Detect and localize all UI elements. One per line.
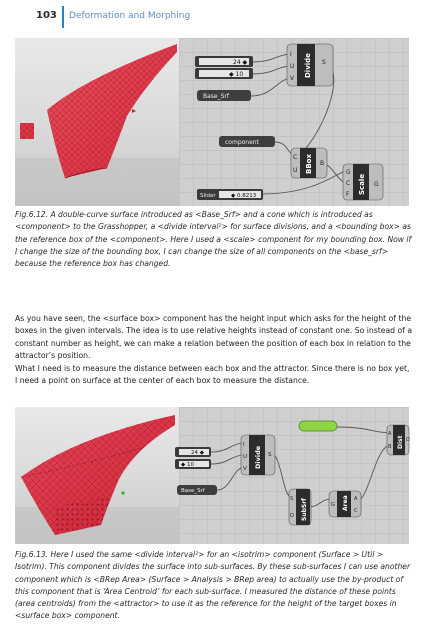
figure-6-12-caption: Fig.6.12. A double-curve surface introduced as <Base_Srf> and a cone which is introduced as <component> to the Grasshopper, a <divide interval²> for surface divisions, and a <bounding box> as the reference box of the <component>. Here I used a <scale> component for my bounding box. Now if I change the size of the bounding box, I can change the size of all components on the <base_srf> because the reference box has changed.: [15, 210, 412, 269]
grasshopper-canvas: [179, 407, 409, 544]
base-srf-param[interactable]: [197, 90, 251, 101]
svg-text:C: C: [293, 154, 298, 161]
slider-v-value: ◆ 10: [181, 462, 194, 468]
page-number: 103: [36, 10, 57, 21]
svg-text:G: G: [374, 181, 379, 188]
attractor-param[interactable]: [299, 421, 337, 431]
svg-text:G: G: [331, 502, 335, 508]
subsrf-component[interactable]: [289, 489, 311, 525]
svg-text:U: U: [290, 63, 295, 70]
slider-u[interactable]: [175, 447, 211, 457]
subsrf-label: SubSrf: [301, 498, 308, 521]
svg-text:B: B: [388, 444, 392, 450]
header-divider: [62, 6, 64, 28]
surface-render: [15, 407, 179, 544]
area-label: Area: [342, 495, 349, 511]
grasshopper-canvas: [179, 38, 409, 206]
svg-text:V: V: [290, 75, 295, 82]
svg-text:S: S: [290, 496, 294, 502]
svg-text:C: C: [354, 508, 358, 514]
svg-text:C: C: [346, 180, 351, 187]
svg-text:I: I: [290, 51, 292, 58]
surface-render: [15, 38, 179, 206]
scale-component[interactable]: [343, 164, 383, 200]
slider-u-value: 24 ◆: [233, 59, 248, 66]
paragraph-2: What I need is to measure the distance between each box and the attractor. Since there is no box yet, I need a point on surface at the center of each box to measure the distance.: [15, 364, 410, 386]
paragraph-1: As you have seen, the <surface box> component has the height input which asks for the height of the boxes in the given intervals. The idea is to use relative heights instead of constant one. So instead of a constant number as height, we can make a relation between the position of each box in relation to the attractor’s position.: [15, 314, 413, 361]
svg-text:S: S: [268, 452, 272, 458]
svg-text:I: I: [243, 442, 245, 448]
base-srf-label: Base_Srf: [203, 93, 229, 100]
rhino-viewport: [15, 407, 179, 544]
factor-slider-value: ◆ 0.8213: [231, 193, 257, 199]
figure-6-13: [15, 407, 409, 544]
component-graph: [179, 407, 409, 544]
svg-text:D: D: [290, 513, 294, 519]
base-srf-label: Base_Srf: [181, 488, 205, 494]
divide-label: Divide: [254, 445, 262, 469]
svg-text:B: B: [320, 160, 325, 167]
slider-v[interactable]: [195, 68, 253, 79]
svg-text:D: D: [406, 437, 410, 443]
svg-text:U: U: [243, 454, 248, 460]
base-srf-param[interactable]: [177, 485, 217, 495]
svg-text:A: A: [388, 431, 392, 437]
figure-6-12: [15, 38, 409, 206]
svg-text:F: F: [346, 191, 350, 198]
dist-component[interactable]: [387, 425, 410, 455]
divide-label: Divide: [304, 53, 312, 78]
slider-v-value: ◆ 10: [229, 71, 244, 78]
component-param[interactable]: [219, 136, 275, 147]
factor-slider-label: Slider: [200, 193, 216, 199]
divide-component[interactable]: [287, 44, 333, 86]
divide-component[interactable]: [241, 435, 275, 475]
figure-6-13-caption: Fig.6.13. Here I used the same <divide interval²> for an <isotrim> component (Surface > Util > Isotrim). This component divides the surface into sub-surfaces. By these sub-surfaces I can use another component which is <BRep Area> (Surface > Analysis > BRep area) to actually use the by-product of this component that is ‘Area Centroid’ for each sub-surface. I measured the distance of these points (area centroids) from the <attractor> to use it as the reference for the height of the target boxes in <surface box> component.: [15, 550, 411, 621]
component-label: component: [225, 139, 259, 146]
svg-text:U: U: [293, 167, 298, 174]
rhino-viewport: [15, 38, 179, 206]
slider-v[interactable]: [175, 459, 211, 469]
svg-text:S: S: [322, 59, 326, 66]
bbox-label: BBox: [305, 154, 313, 174]
component-graph: [179, 38, 409, 206]
svg-text:G: G: [346, 169, 351, 176]
slider-u-value: 24 ◆: [191, 450, 204, 456]
area-component[interactable]: [329, 491, 361, 517]
page-header: [0, 0, 427, 30]
svg-text:V: V: [243, 466, 247, 472]
dist-label: Dist: [397, 435, 404, 449]
svg-text:A: A: [354, 496, 358, 502]
bbox-component[interactable]: [291, 148, 327, 178]
chapter-title: Deformation and Morphing: [69, 11, 191, 21]
factor-slider[interactable]: [197, 189, 263, 200]
scale-label: Scale: [358, 173, 366, 195]
slider-u[interactable]: [195, 56, 253, 67]
